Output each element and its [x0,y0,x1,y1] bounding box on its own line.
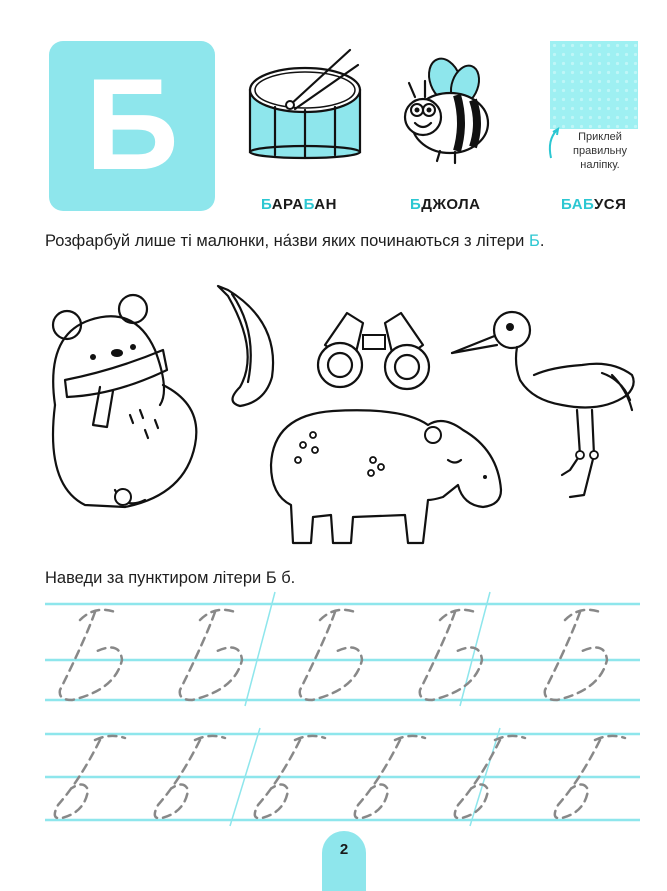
big-letter: Б [85,51,179,197]
word-grandma: БАБУСЯ [561,196,627,213]
sticker-note: Приклей правильну наліпку. [573,131,627,171]
page-number: 2 [339,841,349,858]
page-number-tab [322,831,366,891]
instruction-color: Розфарбуй лише ті малюнки, на́зви яких починаються з літери Б. [45,232,545,250]
word-bee: БДЖОЛА [410,196,481,213]
instruction-trace: Наведи за пунктиром літери Б б. [45,569,296,587]
word-drum: БАРАБАН [261,196,337,213]
